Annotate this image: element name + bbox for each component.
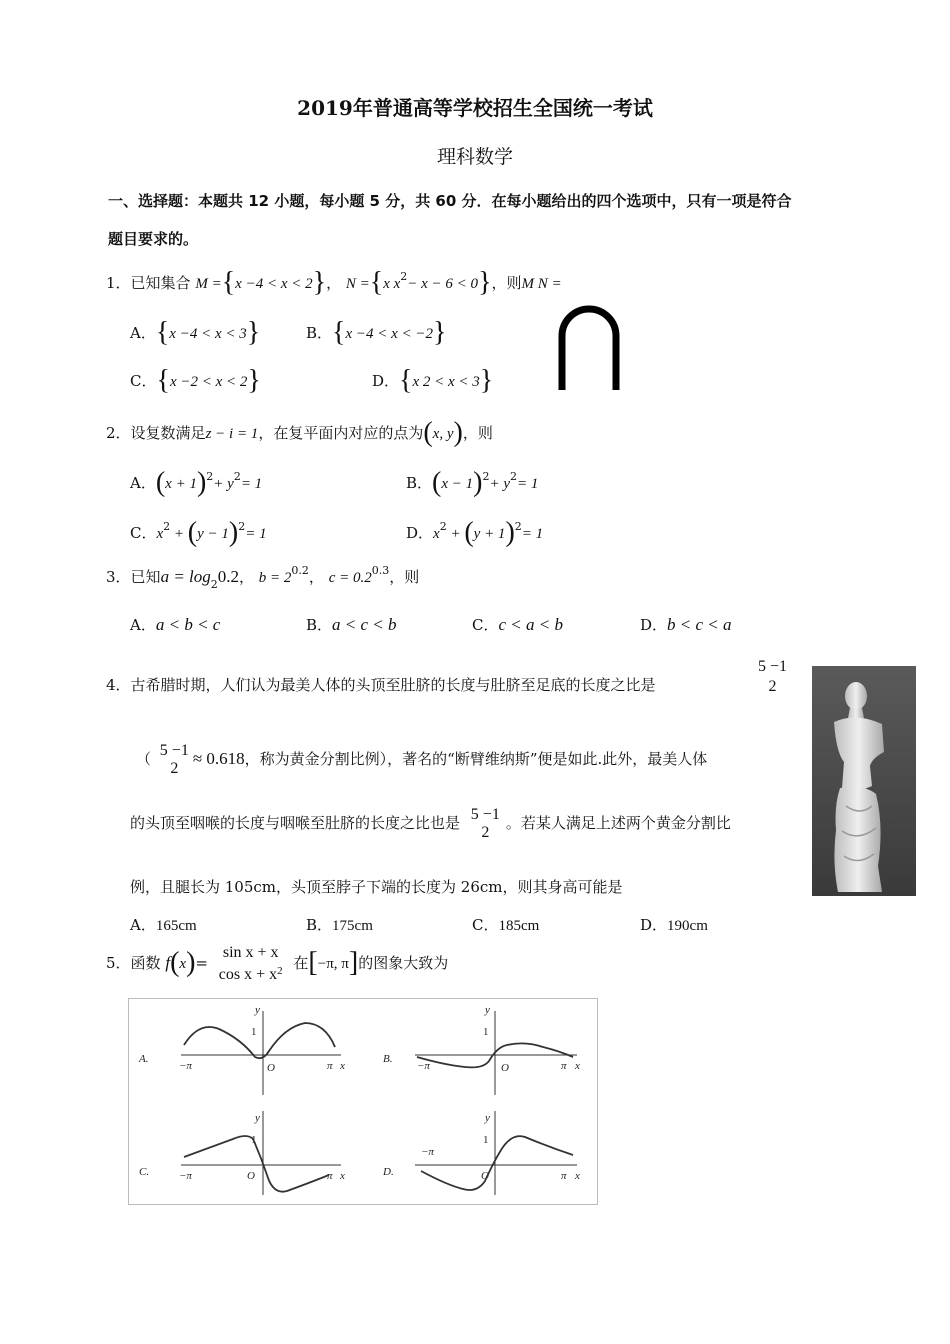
graph-c[interactable] [139,1111,345,1195]
question-2: 2．设复数满足z − i = 1，在复平面内对应的点为(x, y)，则 [106,417,493,448]
q2-condition: z − i = 1 [205,426,259,442]
svg-text:π: π [561,1170,567,1182]
svg-text:y: y [485,1112,490,1124]
svg-text:B.: B. [383,1053,393,1065]
svg-text:O: O [267,1062,275,1074]
q3-option-d[interactable]: D．b < c < a [640,615,732,634]
q1-option-a[interactable]: A．{x −4 < x < 3} [130,317,261,348]
q4-option-a[interactable]: A．165cm [130,916,197,934]
svg-text:y: y [255,1112,260,1124]
q3-option-b[interactable]: B．a < c < b [306,615,397,634]
question-1: 1．已知集合 M ={x −4 < x < 2}， N ={x $x^2- x - 6 < 0$}，则M N = [106,267,562,298]
q1-mset: x −4 < x < 2 [235,276,313,292]
q2-point: x, y [432,426,454,442]
question-4-line3: 的头顶至咽喉的长度与咽喉至肚脐的长度之比也是 5 −1 2 。若某人满足上述两个黄金分割比 [130,806,731,841]
graph-d[interactable] [382,1111,580,1195]
svg-text:O: O [247,1170,255,1182]
svg-text:C.: C. [139,1166,150,1178]
svg-text:D.: D. [383,1166,394,1178]
graph-a[interactable] [138,1004,345,1095]
svg-text:x: x [340,1060,345,1072]
intersection-symbol [556,300,622,396]
venus-statue-image [812,666,916,896]
q4-option-d[interactable]: D．190cm [640,916,708,934]
q3-option-c[interactable]: C．c < a < b [472,615,563,634]
q2-option-a[interactable]: A．$(x + 1)^2+ y^2= 1$ [130,467,263,498]
page-title: 2019年普通高等学校招生全国统一考试 [297,96,653,120]
page-subtitle: 理科数学 [436,146,513,168]
svg-text:O: O [501,1062,509,1074]
svg-text:x: x [575,1170,580,1182]
svg-text:x: x [340,1170,345,1182]
q3-c: c = 0.2 [328,570,372,586]
q4-option-b[interactable]: B．175cm [306,916,373,934]
q1-n: N = [345,276,370,292]
svg-text:x: x [575,1060,580,1072]
q2-option-b[interactable]: B．$(x - 1)^2+ y^2= 1$ [406,467,539,498]
svg-text:−π: −π [179,1170,192,1182]
graph-b[interactable] [383,1004,580,1095]
q4-option-c[interactable]: C．185cm [472,916,540,934]
q1-option-c[interactable]: C．{x −2 < x < 2} [130,365,261,396]
svg-text:−π: −π [417,1060,430,1072]
svg-text:π: π [327,1170,333,1182]
q1-option-d[interactable]: D．{x 2 < x < 3} [372,365,494,396]
q3-b: b = 2 [258,570,292,586]
svg-text:π: π [561,1060,567,1072]
svg-text:O: O [481,1170,489,1182]
question-4-line4: 例，且腿长为 105cm，头顶至脖子下端的长度为 26cm，则其身高可能是 [130,878,623,896]
q1-option-b[interactable]: B．{x −4 < x < −2} [306,317,447,348]
q1-mn: M N = [521,276,562,292]
svg-text:1: 1 [483,1026,489,1038]
svg-text:π: π [327,1060,333,1072]
section-header: 一、选择题：本题共 12 小题，每小题 5 分，共 60 分．在每小题给出的四个选项中，只有一项是符合 [108,192,792,210]
question-5: 5．函数 f(x)= sin x + x $\cos x + x^2$ 在[−π, π]的图象大致为 [106,944,449,983]
svg-text:A.: A. [139,1053,149,1065]
q1-text: 已知集合 [130,274,191,292]
q1-number: 1． [106,274,131,292]
graph-options-box [128,998,598,1205]
question-4-line2: （ 5 −1 2 ≈ 0.618，称为黄金分割比例），著名的“断臂维纳斯”便是如此.此外，最美人体 [136,742,708,777]
svg-text:1: 1 [251,1134,257,1146]
q1-m: M = [195,276,222,292]
svg-text:−π: −π [421,1146,434,1158]
svg-text:y: y [255,1004,260,1016]
q4-fraction-1: 5 −1 2 [758,658,788,695]
svg-text:−π: −π [179,1060,192,1072]
q1-nset: x x [383,276,401,292]
q2-option-c[interactable]: C．$x^2 + (y - 1)^2= 1$ [130,517,267,548]
q3-option-a[interactable]: A．a < b < c [130,615,221,634]
question-4-line1: 4．古希腊时期，人们认为最美人体的头顶至肚脐的长度与肚脐至足底的长度之比是 [106,676,656,694]
svg-text:1: 1 [483,1134,489,1146]
svg-text:y: y [485,1004,490,1016]
q2-option-d[interactable]: D．$x^2 + (y + 1)^2= 1$ [406,517,544,548]
section-header-cont: 题目要求的。 [108,230,199,248]
question-3: 3．已知$a = \log_20.2$， $b = 2^{0.2}$， $c = 0.2^{0.3}$，则 [106,564,420,591]
q3-a: a = log [160,567,211,586]
svg-text:1: 1 [251,1026,257,1038]
